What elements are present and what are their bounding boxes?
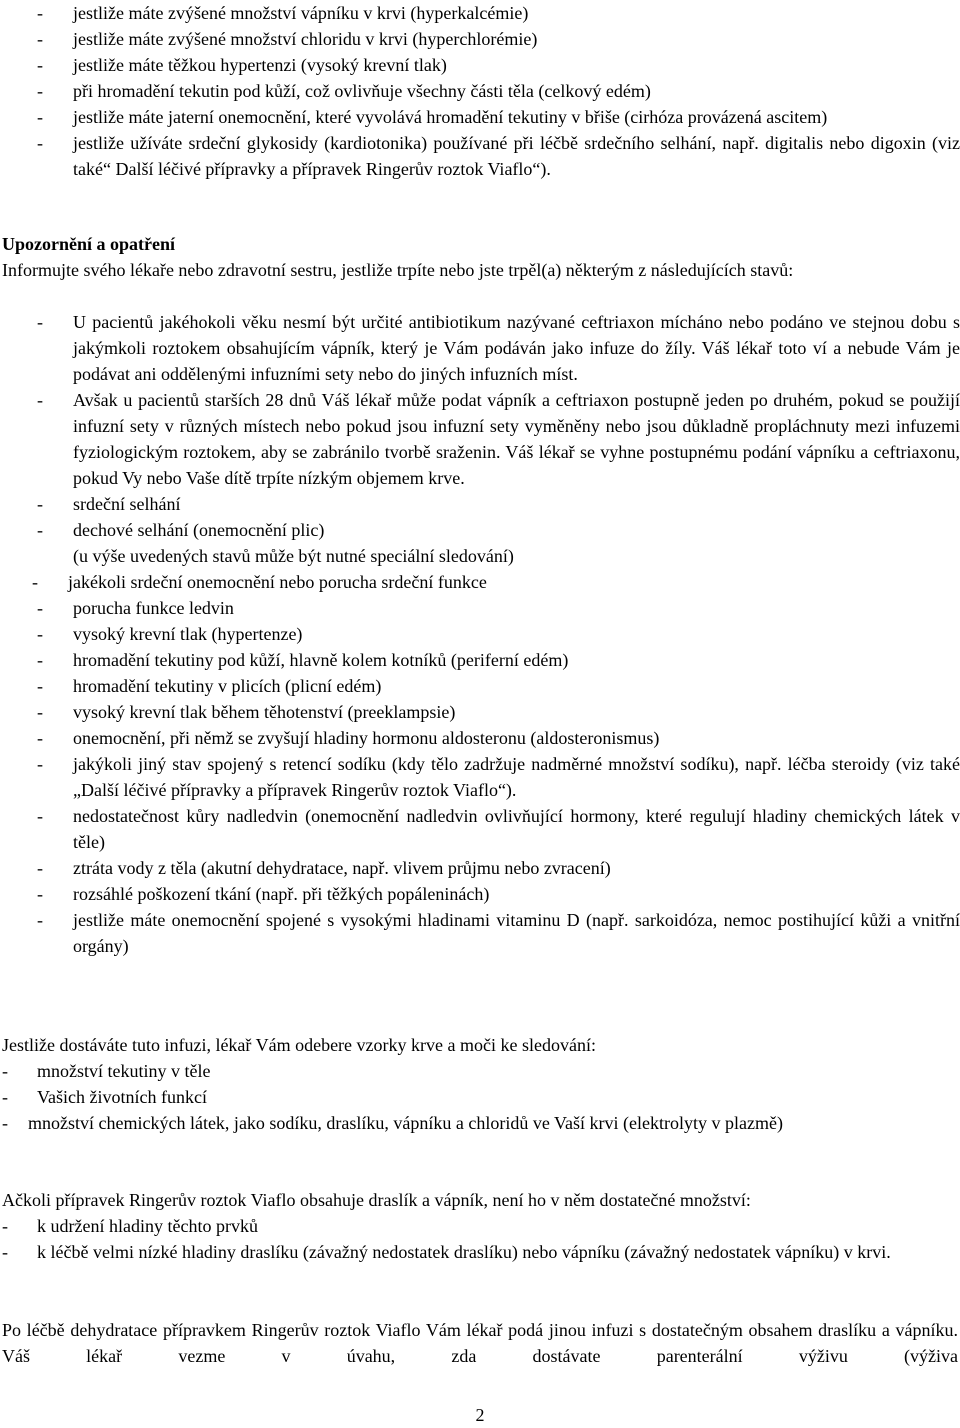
warnings-intro: Informujte svého lékaře nebo zdravotní sestru, jestliže trpíte nebo jste trpěl(a) některým z následujících stavů:	[2, 260, 794, 280]
list-item: - jestliže máte onemocnění spojené s vysokými hladinami vitaminu D (např. sarkoidóza, nemoc postihující kůži a vnitřní orgány)	[37, 910, 960, 956]
list-item: - jestliže máte jaterní onemocnění, které vyvolává hromadění tekutiny v břiše (cirhóza provázená ascitem)	[37, 107, 828, 127]
list-item: - vysoký krevní tlak během těhotenství (preeklampsie)	[37, 702, 456, 722]
list-item-note: (u výše uvedených stavů může být nutné speciální sledování)	[73, 546, 514, 566]
potassium-list	[0, 1213, 960, 1265]
list-item: - jestliže máte těžkou hypertenzi (vysoký krevní tlak)	[37, 55, 447, 75]
list-item: - nedostatečnost kůry nadledvin (onemocnění nadledvin ovlivňující hormony, které regulují hladiny chemických látek v těle)	[37, 806, 960, 852]
list-item: - jestliže máte zvýšené množství vápníku v krvi (hyperkalcémie)	[37, 3, 529, 23]
list-item: - porucha funkce ledvin	[37, 598, 234, 618]
list-item: - jakékoli srdeční onemocnění nebo porucha srdeční funkce	[32, 572, 487, 592]
list-item: - jestliže užíváte srdeční glykosidy (kardiotonika) používané při léčbě srdečního selhání, např. digitalis nebo digoxin (viz také“ Další léčivé přípravky a přípravek Ringerův roztok Viaflo“).	[37, 133, 960, 179]
contraindication-list	[0, 0, 960, 182]
warnings-list	[0, 309, 960, 959]
list-item: - jestliže máte zvýšené množství chloridu v krvi (hyperchlorémie)	[37, 29, 538, 49]
monitoring-list	[0, 1058, 900, 1136]
list-item: - při hromadění tekutin pod kůží, což ovlivňuje všechny části těla (celkový edém)	[37, 81, 651, 101]
final-paragraph: Po léčbě dehydratace přípravkem Ringerův roztok Viaflo Vám lékař podá jinou infuzi s dostatečným obsahem draslíku a vápníku. Váš lékař vezme v úvahu, zda dostávate parenterální výživu (výživa	[2, 1320, 958, 1366]
potassium-intro: Ačkoli přípravek Ringerův roztok Viaflo obsahuje draslík a vápník, není ho v něm dostatečné množství:	[2, 1190, 751, 1210]
list-item: - jakýkoli jiný stav spojený s retencí sodíku (kdy tělo zadržuje nadměrné množství sodíku), např. léčba steroidy (viz také „Další léčivé přípravky a přípravek Ringerův roztok Viaflo“).	[37, 754, 960, 800]
list-item: - k léčbě velmi nízké hladiny draslíku (závažný nedostatek draslíku) nebo vápníku (závažný nedostatek vápníku) v krvi.	[2, 1242, 891, 1262]
list-item: - onemocnění, při němž se zvyšují hladiny hormonu aldosteronu (aldosteronismus)	[37, 728, 660, 748]
list-item: - Vašich životních funkcí	[2, 1087, 207, 1107]
list-item: - množství tekutiny v těle	[2, 1061, 211, 1081]
warnings-heading: Upozornění a opatření	[2, 234, 175, 254]
list-item: - vysoký krevní tlak (hypertenze)	[37, 624, 303, 644]
list-item: - množství chemických látek, jako sodíku, draslíku, vápníku a chloridů ve Vaší krvi (elektrolyty v plazmě)	[2, 1113, 783, 1133]
list-item: - rozsáhlé poškození tkání (např. při těžkých popáleninách)	[37, 884, 490, 904]
monitoring-intro: Jestliže dostáváte tuto infuzi, lékař Vám odebere vzorky krve a moči ke sledování:	[2, 1035, 596, 1055]
list-item: - U pacientů jakéhokoli věku nesmí být určité antibiotikum nazývané ceftriaxon mícháno nebo podáno ve stejnou dobu s jakýmkoli roztokem obsahujícím vápník, který je Vám podáván jako infuze do žíly. Váš lékař toto ví a nebude Vám je podávat ani oddělenými infuzními sety nebo do jiných infuzních míst.	[37, 312, 960, 384]
list-item: - srdeční selhání	[37, 494, 181, 514]
list-item: - Avšak u pacientů starších 28 dnů Váš lékař může podat vápník a ceftriaxon postupně jeden po druhém, pokud se použijí infuzní sety v různých místech nebo pokud jsou infuzní sety vyměněny nebo jsou důkladně propláchnuty mezi infuzemi fyziologickým roztokem, aby se zabránilo tvorbě sraženin. Váš lékař se vyhne postupnému podání vápníku a ceftriaxonu, pokud Vy nebo Vaše dítě trpíte nízkým objemem krve.	[37, 390, 960, 488]
list-item: - hromadění tekutiny pod kůží, hlavně kolem kotníků (periferní edém)	[37, 650, 569, 670]
list-item: - hromadění tekutiny v plicích (plicní edém)	[37, 676, 382, 696]
list-item: - ztráta vody z těla (akutní dehydratace, např. vlivem průjmu nebo zvracení)	[37, 858, 611, 878]
page-number: 2	[475, 1405, 485, 1425]
list-item: - k udržení hladiny těchto prvků	[2, 1216, 258, 1236]
list-item: - dechové selhání (onemocnění plic)	[37, 520, 325, 540]
